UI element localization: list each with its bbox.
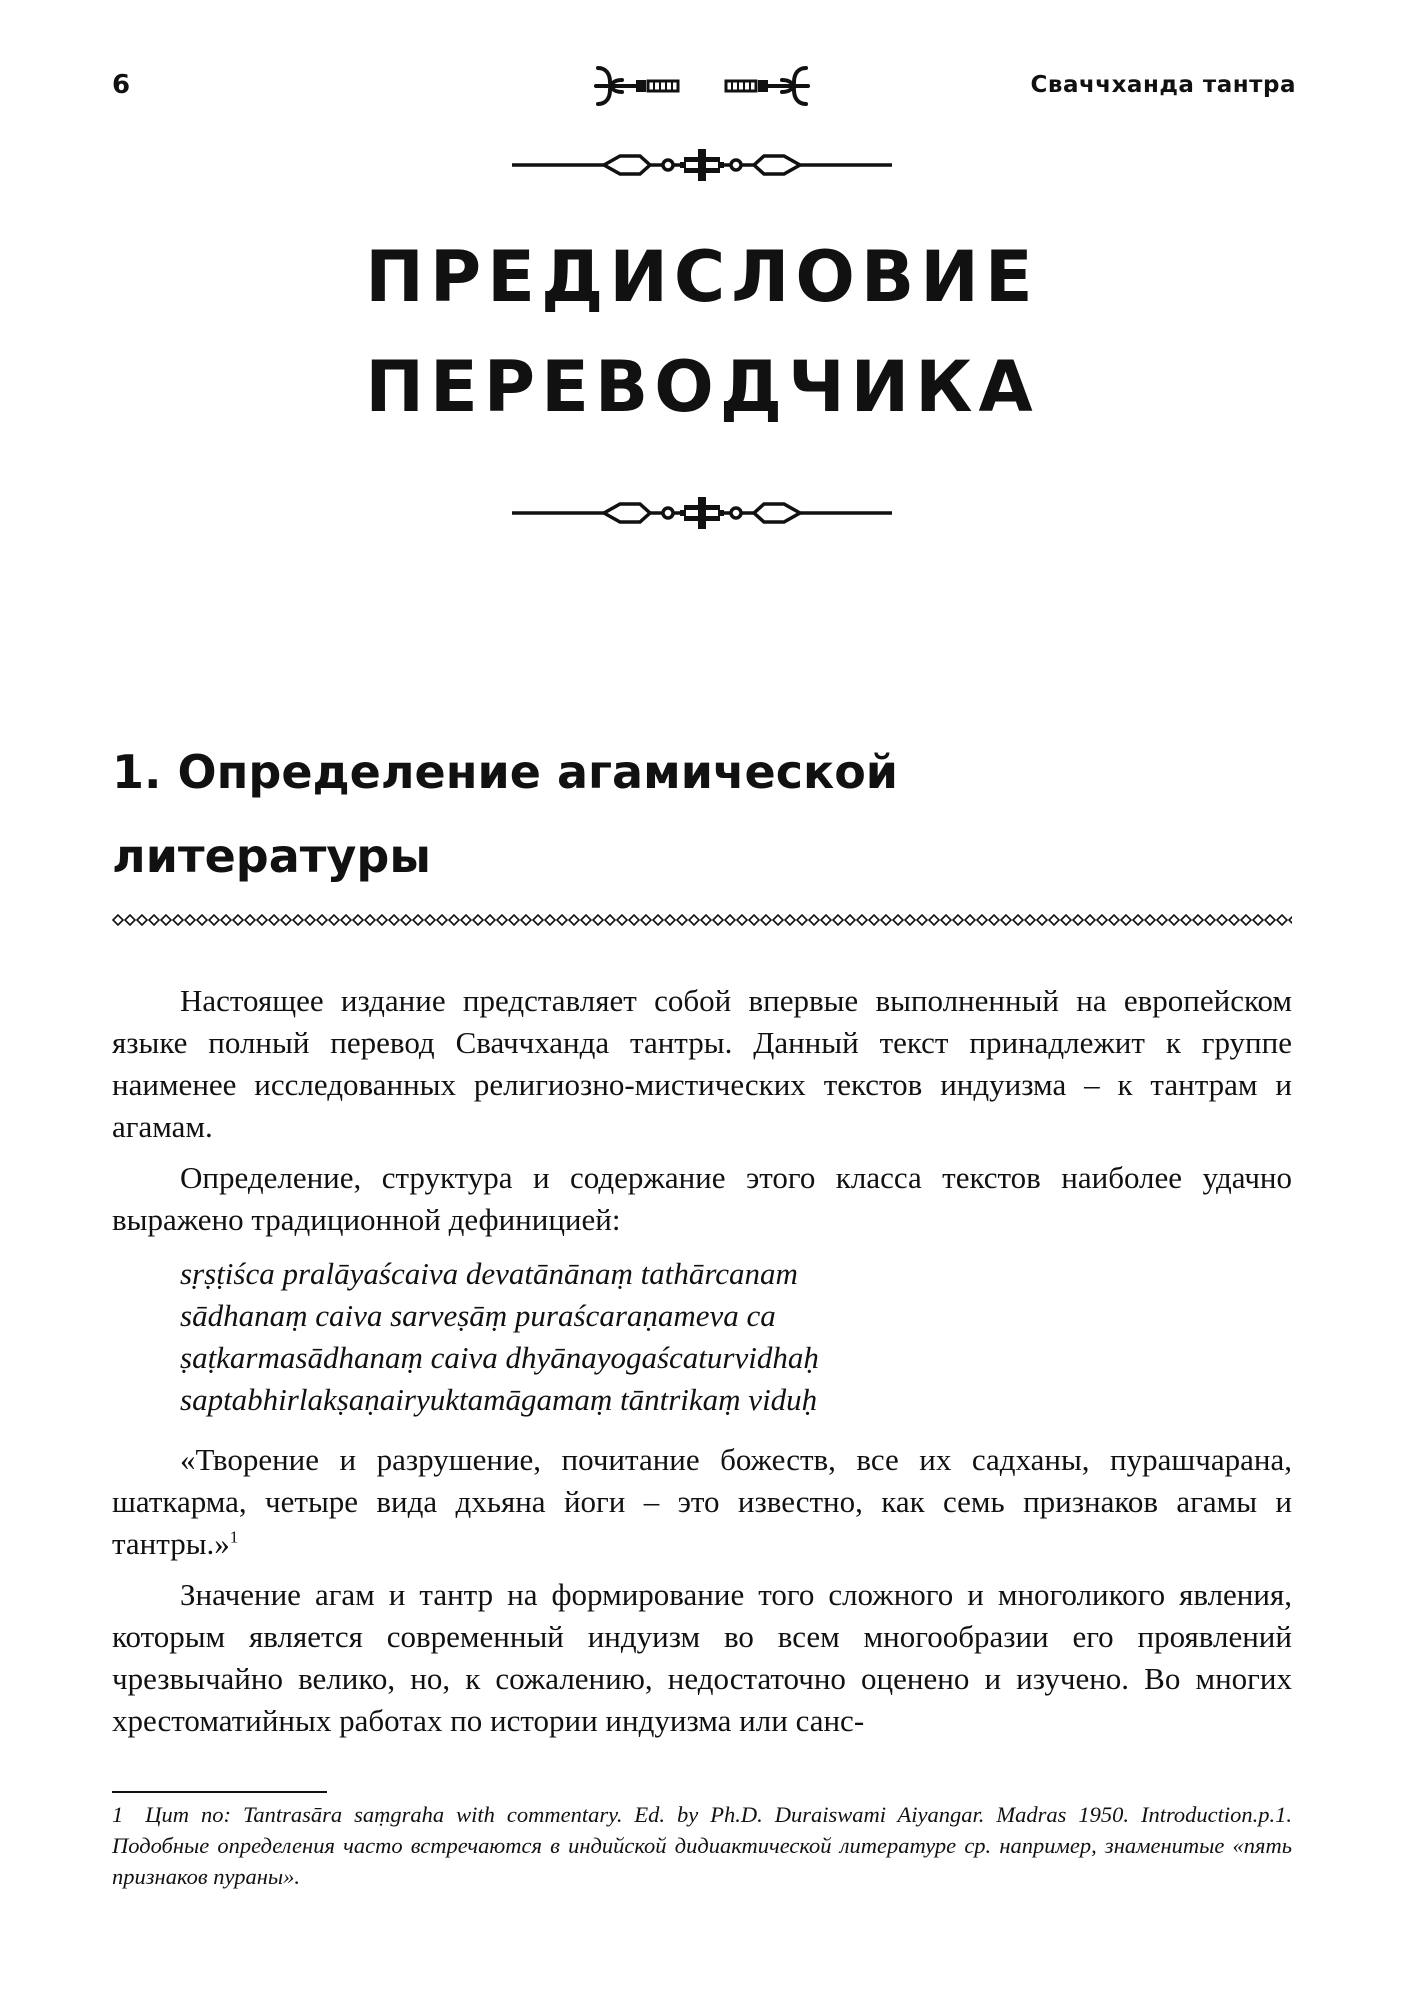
section-heading-line-2: литературы — [112, 829, 431, 883]
section-number: 1. — [112, 745, 162, 799]
body-text — [112, 980, 1292, 1751]
page-number: 6 — [112, 70, 131, 100]
paragraph-3-text: «Творение и разрушение, почитание божеств, все их садханы, пурашчарана, шаткарма, четыре вида дхьяна йоги – это известно, как семь признаков агамы и тантры.» — [112, 1442, 1292, 1561]
paragraph-3 — [112, 1439, 1292, 1565]
section-heading — [112, 730, 1302, 898]
decorative-divider-icon — [512, 145, 892, 185]
title-line-1: ПРЕДИСЛОВИЕ — [365, 236, 1039, 318]
paragraph-1: Настоящее издание представляет собой впервые выполненный на европейском языке полный перевод Сваччханда тантры. Данный текст принадлежит к группе наименее исследованных религиозно-мистических текстов индуизма – к тантрам и агамам. — [112, 983, 1292, 1144]
verse-line: ṣaṭkarmasādhanaṃ caiva dhyānayogaścaturvidhaḥ — [180, 1340, 819, 1375]
footnote-number: 1 — [112, 1802, 124, 1827]
paragraph-2: Определение, структура и содержание этого класса текстов наиболее удачно выражено традиционной дефиницией: — [112, 1160, 1292, 1237]
section-heading-line-1: Определение агамической — [177, 745, 899, 799]
trident-icon — [722, 62, 812, 110]
footnote-text: Цит по: Tantrasāra saṃgraha with commentary. Ed. by Ph.D. Duraiswami Aiyangar. Madras 1950. Introduction.p.1. Подобные определения часто встречаются в индийской дидиактической литературе ср. например, знаменитые «пять признаков пураны». — [112, 1802, 1292, 1889]
paragraph-4: Значение агам и тантр на формирование того сложного и многоликого явления, которым является современный индуизм во всем многообразии его проявлений чрезвычайно велико, но, к сожалению, недостаточно оценено и изучено. Во многих хрестоматийных работах по истории индуизма или санс- — [112, 1577, 1292, 1738]
verse-line: saptabhirlakṣaṇairyuktamāgamaṃ tāntrikaṃ viduḥ — [180, 1382, 818, 1417]
diamond-chain-rule-icon — [112, 913, 1292, 927]
footnote — [112, 1799, 1292, 1892]
trident-icon — [592, 62, 682, 110]
decorative-divider-icon — [512, 493, 892, 533]
footnote-reference[interactable]: 1 — [229, 1527, 239, 1547]
sanskrit-verse — [180, 1253, 1292, 1421]
verse-line: sādhanaṃ caiva sarveṣāṃ puraścaraṇameva ca — [180, 1298, 776, 1333]
footnote-separator — [112, 1791, 327, 1793]
running-title: Сваччханда тантра — [1030, 72, 1296, 98]
title-line-2: ПЕРЕВОДЧИКА — [365, 346, 1039, 428]
verse-line: sṛṣṭiśca pralāyaścaiva devatānānaṃ tathārcanam — [180, 1256, 798, 1291]
page-title — [0, 222, 1404, 442]
